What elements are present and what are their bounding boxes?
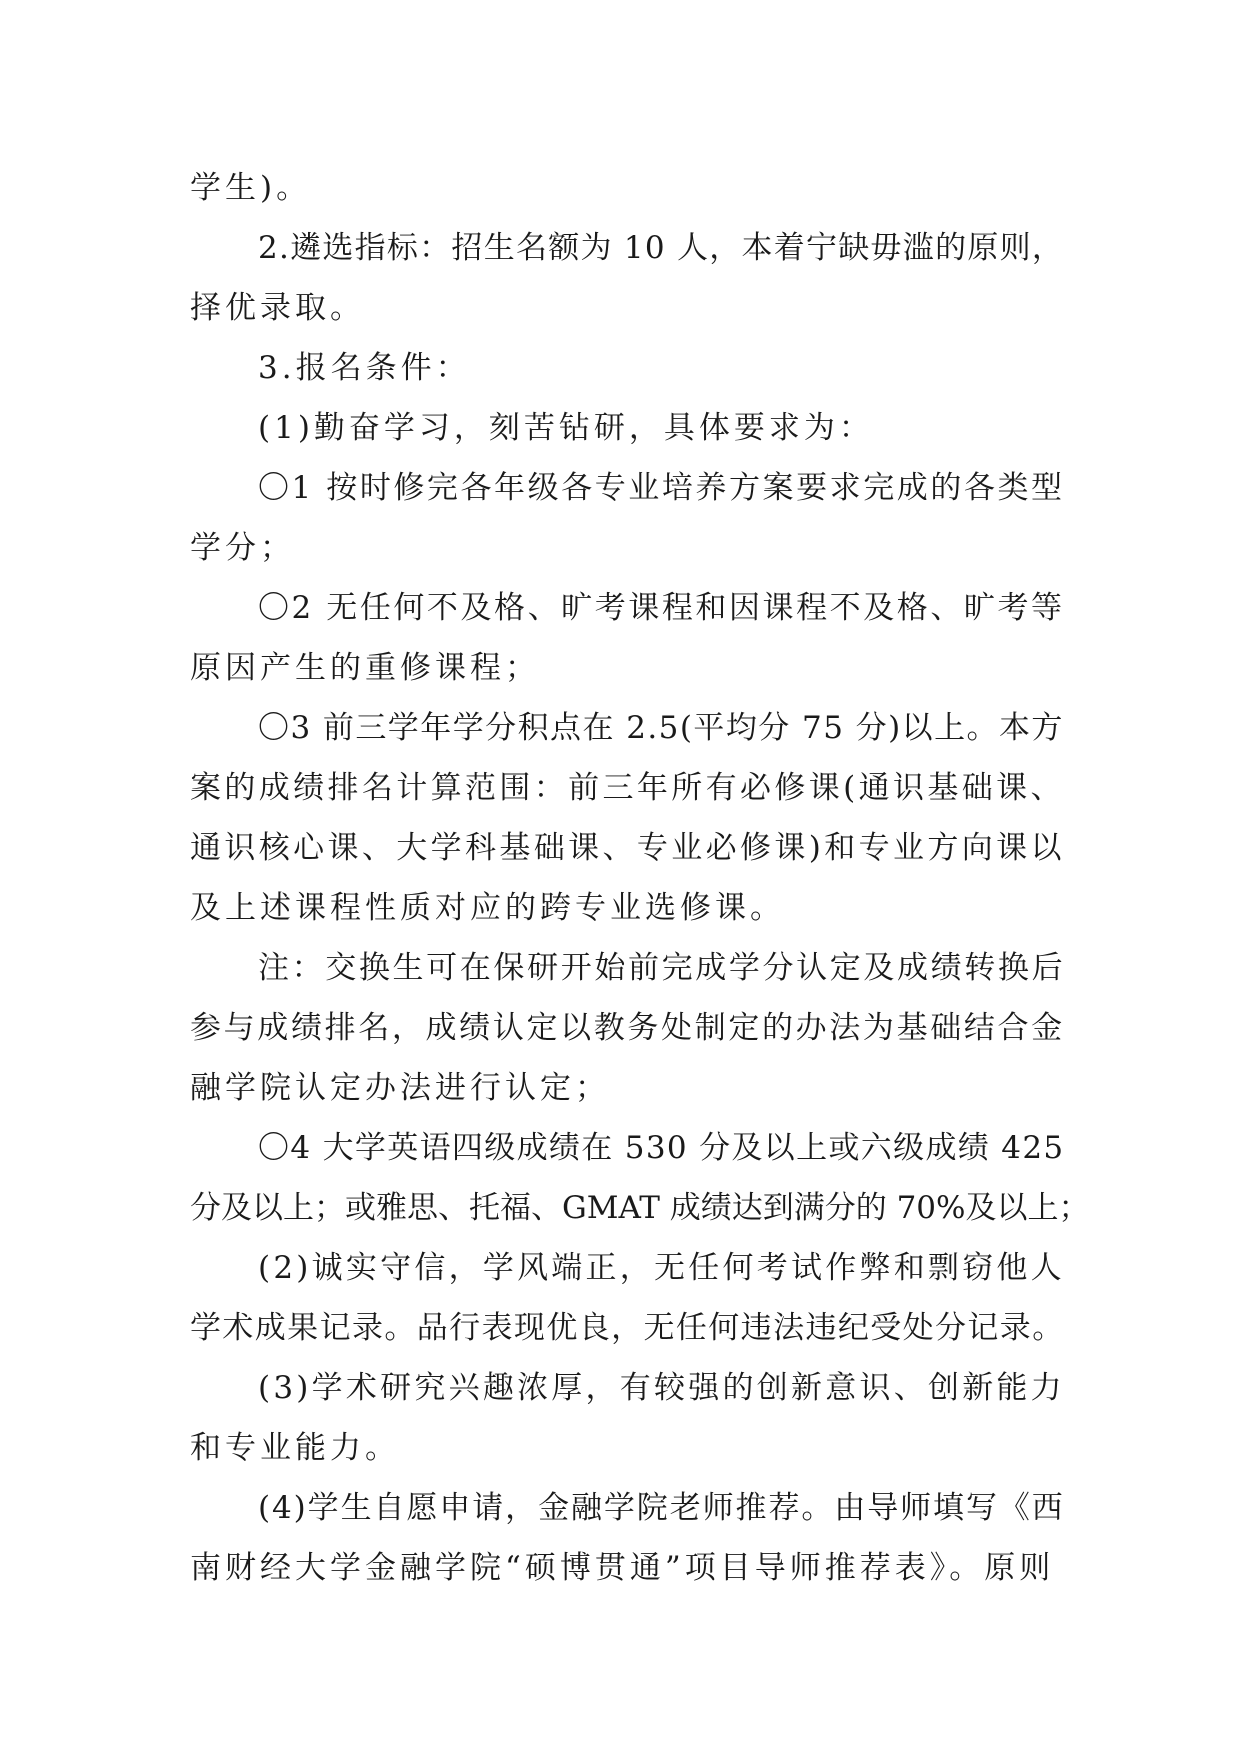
text-line: (1)勤奋学习，刻苦钻研，具体要求为： [258,410,874,446]
text-line: 参与成绩排名，成绩认定以教务处制定的办法为基础结合金 [190,1010,1065,1046]
text-line: 〇2 无任何不及格、旷考课程和因课程不及格、旷考等 [258,590,1065,626]
text-line: 及上述课程性质对应的跨专业选修课。 [190,890,785,926]
text-line: 和专业能力。 [190,1430,400,1466]
text-line: (4)学生自愿申请，金融学院老师推荐。由导师填写《西 [258,1490,1065,1526]
text-line: 学分； [190,530,295,566]
text-line: 2.遴选指标：招生名额为 10 人，本着宁缺毋滥的原则， [258,230,1065,266]
text-line: 通识核心课、大学科基础课、专业必修课)和专业方向课以 [190,830,1065,866]
text-line: 〇1 按时修完各年级各专业培养方案要求完成的各类型 [258,470,1065,506]
text-line: 3.报名条件： [258,350,471,386]
text-line: (3)学术研究兴趣浓厚，有较强的创新意识、创新能力 [258,1370,1065,1406]
text-line: 择优录取。 [190,290,365,326]
text-line: 学术成果记录。品行表现优良，无任何违法违纪受处分记录。 [190,1310,1065,1346]
text-line: 案的成绩排名计算范围：前三年所有必修课(通识基础课、 [190,770,1065,806]
text-line: 融学院认定办法进行认定； [190,1070,610,1106]
text-line: 学生)。 [190,170,312,206]
text-line: 〇3 前三学年学分积点在 2.5(平均分 75 分)以上。本方 [258,710,1064,746]
text-line: 分及以上；或雅思、托福、GMAT 成绩达到满分的 70%及以上； [190,1190,1090,1226]
text-line: 注：交换生可在保研开始前完成学分认定及成绩转换后 [258,950,1066,986]
text-line: 〇4 大学英语四级成绩在 530 分及以上或六级成绩 425 [258,1130,1065,1166]
text-line: (2)诚实守信，学风端正，无任何考试作弊和剽窃他人 [258,1250,1065,1286]
text-line: 南财经大学金融学院“硕博贯通”项目导师推荐表》。原则 [190,1550,1055,1586]
text-line: 原因产生的重修课程； [190,650,540,686]
document-body [190,158,1090,1598]
